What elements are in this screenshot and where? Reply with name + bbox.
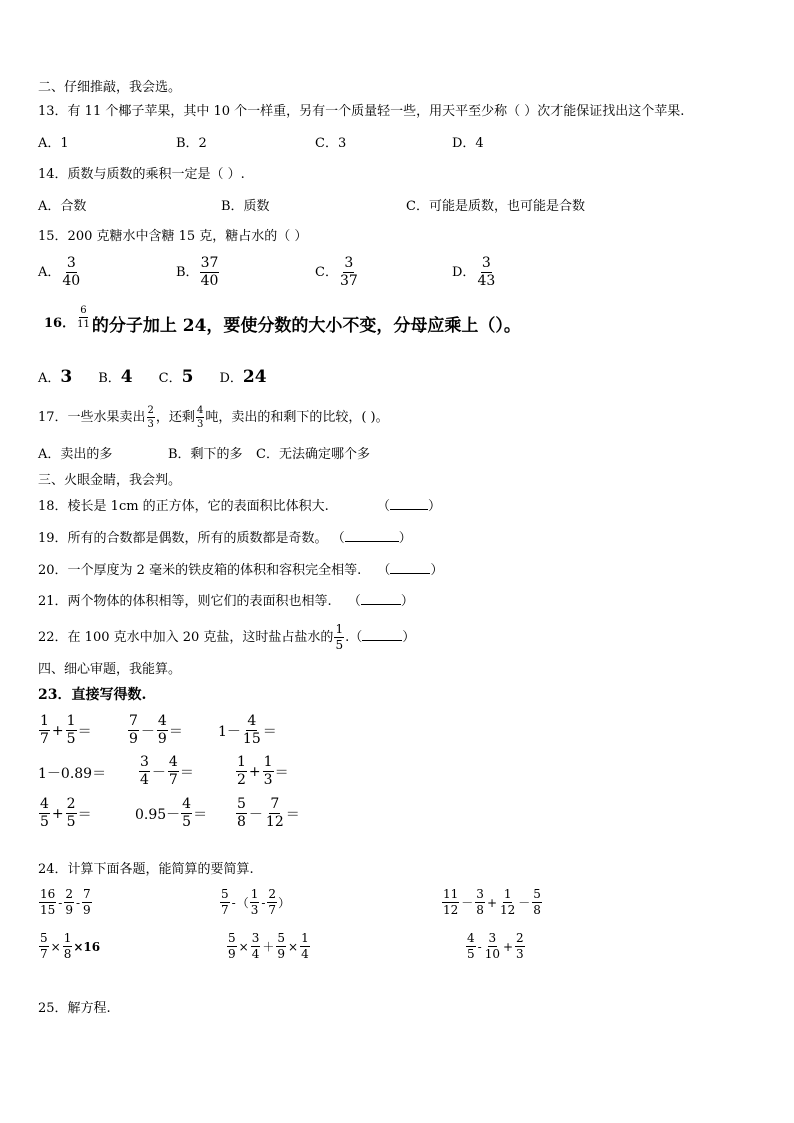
q14-option-b[interactable]: B．质数 xyxy=(221,199,270,214)
section-3-title: 三、火眼金睛，我会判。 xyxy=(38,473,182,488)
q20-answer-blank[interactable]: （ ） xyxy=(377,563,444,578)
fraction: $\frac{3}{37}$ xyxy=(339,255,358,289)
q16-options xyxy=(38,369,267,387)
q17-option-c[interactable]: C．无法确定哪个多 xyxy=(256,447,370,462)
q19: 19．所有的合数都是偶数，所有的质数都是奇数。 （ ） xyxy=(38,531,412,546)
q22: 22．在 100 克水中加入 20 克盐，这时盐占盐水的 $\frac{1}{5}$ . （ ） xyxy=(38,622,416,652)
option-label: B． xyxy=(176,264,199,280)
q17-fraction-sold: $\frac{2}{3}$ xyxy=(147,405,154,430)
q23-expr-8: 0.95－ $\frac{4}{5}$ ＝ xyxy=(135,796,208,830)
q20: 20．一个厚度为 2 毫米的铁皮箱的体积和容积完全相等. （ ） xyxy=(38,563,444,578)
q24-expr-5: $\frac{5}{9}$ × $\frac{3}{4}$ ＋ $\frac{5}{9}$ × $\frac{1}{4}$ xyxy=(228,931,309,961)
q23-expr-2: $\frac{7}{9}$ － $\frac{4}{9}$ ＝ xyxy=(129,713,183,747)
option-label: C． xyxy=(315,264,338,280)
q17-option-b[interactable]: B．剩下的多 xyxy=(168,447,243,462)
q22-answer-blank[interactable]: （ ） xyxy=(349,629,416,645)
q21-answer-blank[interactable]: （ ） xyxy=(347,594,414,609)
q18: 18．棱长是 1cm 的正方体，它的表面积比体积大. （ ） xyxy=(38,499,441,514)
q16-option-b[interactable]: B．4 xyxy=(98,367,133,387)
q14-option-a[interactable]: A．合数 xyxy=(38,199,87,214)
q15-stem: 15．200 克糖水中含糖 15 克，糖占水的（ ） xyxy=(38,229,308,244)
q15-option-c[interactable] xyxy=(315,256,360,289)
q13-option-b[interactable]: B．2 xyxy=(176,136,207,151)
q17-option-a[interactable]: A．卖出的多 xyxy=(38,447,113,462)
q24-expr-3: $\frac{11}{12}$ － $\frac{3}{8}$ + $\frac{1}{12}$ － $\frac{5}{8}$ xyxy=(443,887,541,917)
fraction: $\frac{3}{40}$ xyxy=(62,255,81,289)
q24-expr-1: $\frac{16}{15}$ - $\frac{2}{9}$ - $\frac{7}{9}$ xyxy=(40,887,91,917)
q13-stem: 13．有 11 个椰子苹果，其中 10 个一样重，另有一个质量轻一些，用天平至少称（ ）次才能保证找出这个苹果. xyxy=(38,104,685,119)
q23-expr-3: 1－ $\frac{4}{15}$ ＝ xyxy=(218,713,277,747)
q23-expr-4: 1－0.89＝ xyxy=(38,766,107,782)
q15-option-b[interactable] xyxy=(176,256,220,289)
q24-expr-4: $\frac{5}{7}$ × $\frac{1}{8}$ ×16 xyxy=(40,931,101,961)
q23-expr-1: $\frac{1}{7}$ + $\frac{1}{5}$ ＝ xyxy=(40,713,92,747)
q22-fraction: $\frac{1}{5}$ xyxy=(335,622,344,652)
q25-title: 25．解方程. xyxy=(38,1001,111,1016)
q17-stem: 17．一些水果卖出 $\frac{2}{3}$ ，还剩 $\frac{4}{3}$ 吨，卖出的和剩下的比较，( )。 xyxy=(38,405,389,430)
q15-option-d[interactable] xyxy=(452,256,497,289)
option-label: D． xyxy=(452,264,476,280)
q14-option-c[interactable]: C．可能是质数，也可能是合数 xyxy=(406,199,585,214)
q14-stem: 14．质数与质数的乘积一定是（ ）. xyxy=(38,167,245,182)
q16-fraction: $\frac{6}{11}$ xyxy=(77,305,90,330)
q23-title: 23．直接写得数. xyxy=(38,687,147,703)
q24-expr-2: $\frac{5}{7}$ - （ $\frac{1}{3}$ - $\frac{2}{7}$ ） xyxy=(221,887,291,917)
q13-option-d[interactable]: D．4 xyxy=(452,136,484,151)
q19-answer-blank[interactable]: （ ） xyxy=(331,531,412,546)
q13-option-a[interactable]: A．1 xyxy=(38,136,69,151)
q16-option-c[interactable]: C．5 xyxy=(158,367,194,387)
fraction: $\frac{37}{40}$ xyxy=(200,255,219,289)
q16-stem xyxy=(44,305,521,334)
q17-fraction-left: $\frac{4}{3}$ xyxy=(196,405,204,430)
q21: 21．两个物体的体积相等，则它们的表面积也相等. （ ） xyxy=(38,594,414,609)
section-2-title: 二、仔细推敲，我会选。 xyxy=(38,80,182,95)
q23-expr-5: $\frac{3}{4}$ － $\frac{4}{7}$ ＝ xyxy=(140,754,194,788)
q16-number: 16． xyxy=(44,316,76,331)
q24-expr-6: $\frac{4}{5}$ - $\frac{3}{10}$ + $\frac{2}{3}$ xyxy=(467,931,524,961)
q23-expr-7: $\frac{4}{5}$ + $\frac{2}{5}$ ＝ xyxy=(40,796,92,830)
q16-option-d[interactable]: D．24 xyxy=(219,367,267,387)
q23-expr-6: $\frac{1}{2}$ + $\frac{1}{3}$ ＝ xyxy=(237,754,289,788)
q13-option-c[interactable]: C．3 xyxy=(315,136,347,151)
q18-answer-blank[interactable]: （ ） xyxy=(376,499,441,514)
q24-title: 24．计算下面各题，能简算的要简算. xyxy=(38,862,254,877)
q16-text: 的分子加上 24，要使分数的大小不变，分母应乘上（）。 xyxy=(91,316,521,336)
fraction: $\frac{3}{43}$ xyxy=(477,255,496,289)
q15-option-a[interactable] xyxy=(38,256,82,289)
option-label: A． xyxy=(38,264,61,280)
q16-option-a[interactable]: A．3 xyxy=(38,367,73,387)
q23-expr-9: $\frac{5}{8}$ － $\frac{7}{12}$ ＝ xyxy=(237,796,300,830)
section-4-title: 四、细心审题，我能算。 xyxy=(38,662,182,677)
